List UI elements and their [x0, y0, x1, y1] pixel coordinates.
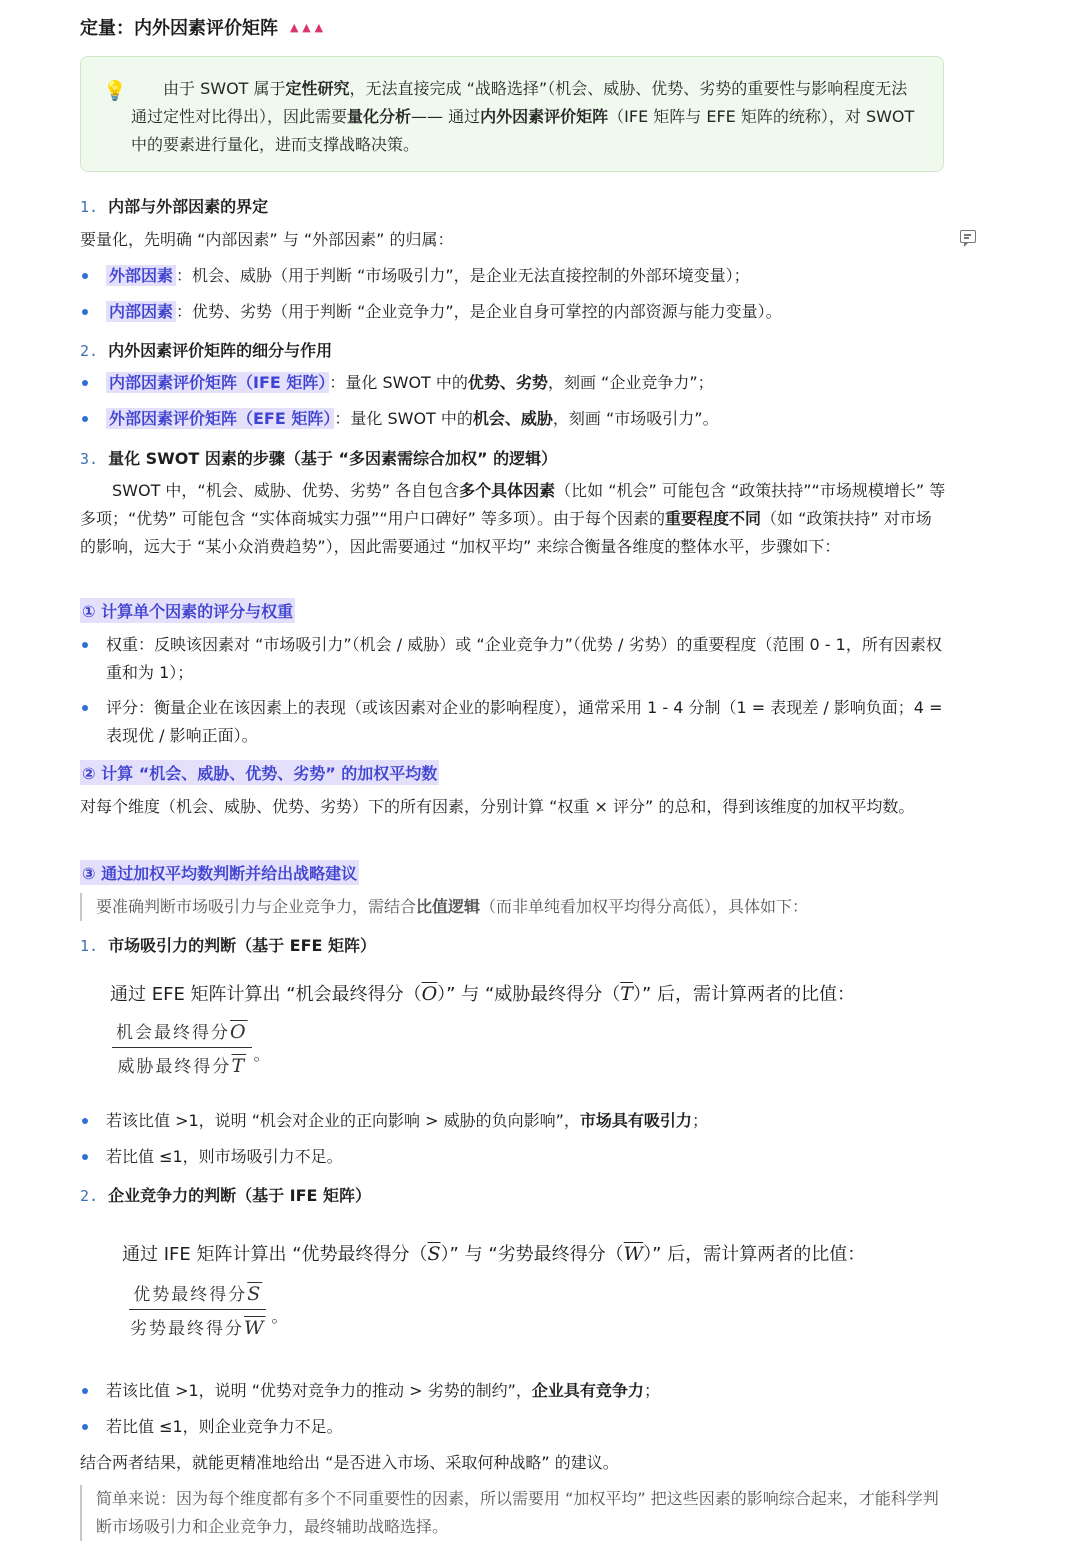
- step-3-quote: 要准确判断市场吸引力与企业竞争力，需结合比值逻辑（而非单纯看加权平均得分高低），具体如下：: [80, 893, 946, 921]
- section-3-paragraph: SWOT 中，“机会、威胁、优势、劣势” 各自包含多个具体因素（比如 “机会” 可能包含 “政策扶持”“市场规模增长” 等多项；“优势” 可能包含 “实体商城实力强”“用户口碑好” 等多项）。由于每个因素的重要程度不同（如 “政策扶持” 对市场的影响，远大于 “某小众消费趋势”），因此需要通过 “加权平均” 来综合衡量各维度的整体水平，步骤如下：: [80, 481, 946, 556]
- step-2-text: 对每个维度（机会、威胁、优势、劣势）下的所有因素，分别计算 “权重 × 评分” 的总和，得到该维度的加权平均数。: [80, 797, 915, 816]
- section-1-intro: 要量化，先明确 “内部因素” 与 “外部因素” 的归属：: [80, 230, 454, 249]
- comment-icon[interactable]: [960, 230, 976, 243]
- list-item-market-negative: 若比值 ≤1，则市场吸引力不足。: [80, 1143, 946, 1171]
- section-3-heading: 3. 量化 SWOT 因素的步骤（基于 “多因素需综合加权” 的逻辑）: [80, 449, 558, 468]
- step-3-heading: ③ 通过加权平均数判断并给出战略建议: [80, 860, 359, 885]
- section-2-heading: 2. 内外因素评价矩阵的细分与作用: [80, 341, 333, 360]
- step-2-heading: ② 计算 “机会、威胁、优势、劣势” 的加权平均数: [80, 760, 439, 785]
- market-heading: 1. 市场吸引力的判断（基于 EFE 矩阵）: [80, 936, 376, 955]
- competitiveness-heading: 2. 企业竞争力的判断（基于 IFE 矩阵）: [80, 1186, 372, 1205]
- market-ratio-fraction: $\frac{机会最终得分\overline{O}}{威胁最终得分\overline{T}}$ 。: [112, 1018, 270, 1077]
- callout-text: 由于 SWOT 属于定性研究，无法直接完成 “战略选择”（机会、威胁、优势、劣势的重要性与影响程度无法通过定性对比得出），因此需要量化分析—— 通过内外因素评价矩阵（IFE 矩阵与 EFE 矩阵的统称），对 SWOT 中的要素进行量化，进而支撑战略决策。: [131, 79, 915, 154]
- step-1-heading: ① 计算单个因素的评分与权重: [80, 598, 295, 623]
- lightbulb-icon: 💡: [103, 80, 127, 102]
- list-item-competitive-negative: 若比值 ≤1，则企业竞争力不足。: [80, 1413, 946, 1441]
- page-title: [80, 14, 323, 40]
- list-item-weight: 权重：反映该因素对 “市场吸引力”（机会 / 威胁）或 “企业竞争力”（优势 / 劣势）的重要程度（范围 0 - 1，所有因素权重和为 1）；: [80, 631, 946, 687]
- section-1-heading: 1. 内部与外部因素的界定: [80, 197, 269, 216]
- list-item-efe: 外部因素评价矩阵（EFE 矩阵） ：量化 SWOT 中的机会、威胁，刻画 “市场吸引力”。: [80, 405, 946, 433]
- competitiveness-formula-line: 通过 IFE 矩阵计算出 “优势最终得分$(\overline{S})$” 与 “劣势最终得分$(\overline{W})$” 后，需计算两者的比值：: [122, 1243, 866, 1265]
- list-item-external: 外部因素 ：机会、威胁（用于判断 “市场吸引力”，是企业无法直接控制的外部环境变量）；: [80, 262, 946, 290]
- tip-callout: [80, 56, 944, 172]
- page-title-text: 定量：内外因素评价矩阵: [80, 18, 278, 39]
- summary-quote: 简单来说：因为每个维度都有多个不同重要性的因素，所以需要用 “加权平均” 把这些因素的影响综合起来，才能科学判断市场吸引力和企业竞争力，最终辅助战略选择。: [80, 1485, 946, 1541]
- list-item-internal: 内部因素 ：优势、劣势（用于判断 “企业竞争力”，是企业自身可掌控的内部资源与能力变量）。: [80, 298, 946, 326]
- triangle-markers: ▲ ▲ ▲: [290, 20, 324, 34]
- list-item-score: 评分：衡量企业在该因素上的表现（或该因素对企业的影响程度），通常采用 1 - 4 分制（1 = 表现差 / 影响负面；4 = 表现优 / 影响正面）。: [80, 694, 946, 750]
- list-item-ife: 内部因素评价矩阵（IFE 矩阵） ：量化 SWOT 中的优势、劣势，刻画 “企业竞争力”；: [80, 369, 946, 397]
- list-item-competitive-positive: 若该比值 >1，说明 “优势对竞争力的推动 > 劣势的制约”，企业具有竞争力；: [80, 1377, 946, 1405]
- conclusion-text: 结合两者结果，就能更精准地给出 “是否进入市场、采取何种战略” 的建议。: [80, 1453, 619, 1472]
- competitiveness-ratio-fraction: $\frac{优势最终得分\overline{S}}{劣势最终得分\overline{W}}$ 。: [126, 1280, 288, 1339]
- market-formula-line: 通过 EFE 矩阵计算出 “机会最终得分$(\overline{O})$” 与 “威胁最终得分$(\overline{T})$” 后，需计算两者的比值：: [110, 983, 855, 1005]
- list-item-market-positive: 若该比值 >1，说明 “机会对企业的正向影响 > 威胁的负向影响”，市场具有吸引力；: [80, 1107, 946, 1135]
